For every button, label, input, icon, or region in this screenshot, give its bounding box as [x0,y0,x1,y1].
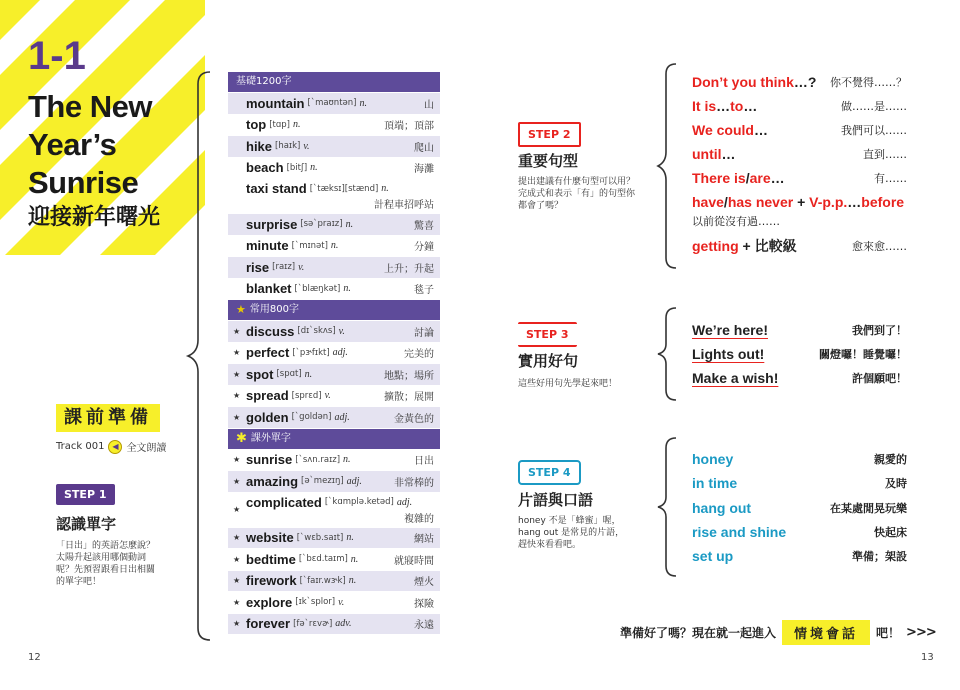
part-of-speech: n. [343,454,351,466]
step4-title: 片語與口語 [518,491,594,509]
step2-badge: STEP 2 [518,122,581,147]
pattern-part: / [723,194,728,210]
pattern-english [692,170,785,186]
star-icon: ★ [233,476,241,486]
phonetic: [fəˋrɛvɚ] [293,618,333,629]
phrase-english: rise and shine [692,524,787,541]
phrase-chinese: 準備；架設 [852,550,907,564]
phonetic: [raɪz] [272,262,296,273]
preclass-label: 課前準備 [56,404,160,432]
pattern-part: has never [727,194,794,210]
vocab-row [228,571,440,592]
pattern-part: … [753,122,768,138]
pattern-part: There is [692,170,746,186]
vocab-word: golden [246,409,289,425]
pattern-english [692,146,736,162]
vocabulary-list [228,72,440,635]
part-of-speech: v. [338,596,345,608]
useful-sentences [692,318,907,390]
phonetic: [ˋsʌn.raɪz] [295,454,341,465]
vocab-word: sunrise [246,452,293,468]
phrase-english: honey [692,451,734,468]
vocab-section-basic [228,72,440,92]
vocab-row [228,471,440,492]
chinese-meaning: 完美的 [404,349,434,361]
vocab-word: perfect [246,345,290,361]
star-icon: ★ [233,576,241,586]
chinese-meaning: 擴散；展開 [384,392,434,404]
vocab-row [228,407,440,428]
step4-brace [652,436,682,578]
vocab-word: taxi stand [246,181,307,196]
part-of-speech: v. [303,140,310,152]
pattern-row [692,120,907,139]
vocab-row [228,93,440,114]
pattern-chinese: 愈來愈…… [852,240,907,253]
pattern-part: are [749,170,771,186]
part-of-speech: adj. [346,475,362,487]
part-of-speech: n. [381,183,389,194]
left-brace [180,70,220,642]
star-icon: ★ [233,505,241,514]
star-icon: ★ [233,326,241,336]
lesson-number: 1-1 [28,34,86,78]
phrases-list [692,447,907,568]
vocab-word: mountain [246,95,305,111]
sentence-row [692,342,907,366]
pattern-row [692,96,907,115]
part-of-speech: v. [338,325,345,337]
pattern-part: V-p.p. [809,194,848,210]
vocab-word: spread [246,388,289,404]
pattern-part: … [847,194,862,210]
section-label: 常用800字 [249,304,299,315]
chinese-meaning: 頂端；頂部 [384,121,434,133]
star-icon: ★ [233,554,241,564]
pattern-part: before [861,194,905,210]
lesson-title-line: Sunrise [28,165,139,200]
pattern-row [692,144,907,163]
vocab-word: firework [246,573,297,589]
section-label: 基礎1200字 [236,76,292,87]
step2-title: 重要句型 [518,152,579,170]
vocab-row [228,236,440,257]
lesson-title [28,88,152,202]
phonetic: [ˋmaʊntən] [307,98,357,109]
phrase-row [692,544,907,568]
step4-description: honey 不是「蜂蜜」喔，hang out 是常見的片語，趕快來看看吧。 [518,516,625,550]
part-of-speech: adv. [335,618,352,630]
sentence-english: Make a wish! [692,370,779,386]
chinese-meaning: 討論 [414,327,434,339]
pattern-english [692,122,768,138]
asterisk-icon: ✱ [236,430,247,446]
star-icon: ★ [233,455,241,465]
step3-badge: STEP 3 [518,322,577,347]
part-of-speech: n. [292,119,301,131]
star-icon: ★ [233,391,241,401]
step1-badge: STEP 1 [56,484,115,505]
part-of-speech: v. [298,261,305,273]
chinese-meaning: 上升；升起 [384,263,434,275]
part-of-speech: n. [350,553,359,565]
star-icon: ★ [233,597,241,607]
vocab-row [228,158,440,179]
vocab-row [228,136,440,157]
phrase-row [692,447,907,471]
pattern-english [692,98,757,114]
vocab-row [228,528,440,549]
pattern-part: to [730,98,744,114]
chinese-meaning: 複雜的 [404,513,434,525]
pattern-part: Don’t you think [692,74,794,90]
vocab-word: discuss [246,323,295,339]
vocab-word: surprise [246,216,298,232]
part-of-speech: n. [346,532,354,544]
star-icon: ★ [233,619,241,629]
vocab-row [228,614,440,635]
sentence-chinese: 許個願吧！ [852,372,907,385]
part-of-speech: n. [343,283,351,295]
vocab-word: top [246,117,267,133]
part-of-speech: n. [304,368,313,380]
step1-title: 認識單字 [56,515,117,533]
vocab-row [228,364,440,385]
pattern-part: getting [692,238,739,254]
chinese-meaning: 非常棒的 [394,477,434,489]
chinese-meaning: 金黃色的 [394,413,434,425]
track-label: 全文朗讀 [126,443,167,454]
phonetic: [ɪkˋsplor] [295,597,336,608]
vocab-row [228,279,440,300]
step4-badge: STEP 4 [518,460,581,485]
chinese-meaning: 煙火 [414,577,434,589]
phrase-row [692,496,907,520]
sentence-row [692,366,907,390]
speaker-icon[interactable]: ◀ [108,440,122,454]
vocab-word: amazing [246,473,299,489]
chinese-meaning: 計程車招呼站 [374,200,434,211]
sentence-row [692,318,907,342]
lesson-title-line: The New [28,89,152,124]
phonetic: [spɑt] [276,369,302,380]
phonetic: [haɪk] [275,141,301,152]
part-of-speech: adj. [396,496,413,508]
star-icon: ★ [233,369,241,379]
vocab-row [228,257,440,278]
pattern-chinese: 以前從沒有過…… [692,215,780,228]
step2-description: 提出建議有什麼句型可以用？完成式和表示「有」的句型你都會了嗎？ [518,177,636,211]
star-icon: ★ [233,412,241,422]
phonetic: [sprɛd] [291,390,322,401]
pattern-chinese: 直到…… [863,148,907,161]
phrase-english: hang out [692,499,752,516]
pattern-chinese: 做……是…… [841,100,907,113]
track-number: Track 001 [56,441,105,452]
vocab-row [228,450,440,471]
star-icon: ★ [233,533,241,543]
phonetic: [ˋmɪnət] [291,240,328,251]
pattern-part: have [692,194,724,210]
page-number-left: 12 [28,652,41,663]
step3-description: 這些好用句先學起來吧！ [518,379,618,389]
phrase-row [692,520,907,544]
phonetic: [ˋgoldən] [291,412,332,423]
vocab-word: forever [246,616,291,632]
chinese-meaning: 海灘 [414,164,434,176]
part-of-speech: v. [324,390,331,402]
pattern-part: …? [793,74,817,90]
pattern-row [692,168,907,187]
sentence-chinese: 我們到了！ [852,324,907,337]
vocab-word: minute [246,238,289,254]
vocab-word: bedtime [246,551,296,567]
pattern-english [692,194,904,210]
vocab-row [228,386,440,407]
vocab-row [228,343,440,364]
star-icon: ★ [233,348,241,358]
lesson-title-chinese: 迎接新年曙光 [28,205,161,230]
arrows-icon[interactable]: >>> [906,625,936,640]
chinese-meaning: 地點；場所 [384,370,434,382]
pattern-part: / [745,170,750,186]
page-number-right: 13 [921,652,934,663]
footer-text-end: 吧！ [876,626,901,640]
vocab-row [228,214,440,235]
vocab-word: rise [246,259,270,275]
chinese-meaning: 山 [424,99,434,111]
pattern-part: … [743,98,758,114]
phrase-row [692,471,907,495]
phrase-english: in time [692,475,738,492]
pattern-part: We could [692,122,754,138]
sentence-english: We’re here! [692,322,768,338]
phonetic: [ˋwɛb.saɪt] [296,532,344,543]
vocab-section-extra [228,429,440,449]
phonetic: [tɑp] [269,119,290,130]
phrase-chinese: 快起床 [874,526,907,540]
phonetic: [dɪˋskʌs] [297,326,336,337]
phonetic: [ˋtæksɪ][stænd] [309,183,379,194]
phonetic: [bitʃ] [286,162,308,173]
phonetic: [ˋbɛd.taɪm] [298,554,348,565]
step1-description: 「日出」的英語怎麼說？太陽升起該用哪個動詞呢？先預習跟看日出相關的單字吧！ [56,541,156,587]
part-of-speech: n. [345,218,354,230]
chinese-meaning: 驚喜 [414,220,434,232]
phonetic: [ˋblæŋkət] [294,283,341,294]
vocab-row [228,179,440,213]
pattern-row [692,72,907,91]
audio-track[interactable] [56,439,166,454]
chinese-meaning: 網站 [414,534,434,546]
pattern-part: + [793,194,810,210]
part-of-speech: n. [310,162,318,174]
chinese-meaning: 分鐘 [414,242,434,254]
pattern-part: until [692,146,722,162]
vocab-row [228,321,440,342]
vocab-row [228,493,440,527]
pattern-chinese: 我們可以…… [841,124,907,137]
pattern-chinese: 你不覺得……？ [830,76,907,89]
pattern-row [692,236,907,256]
vocab-word: hike [246,138,273,154]
step2-brace [652,62,682,270]
vocab-word: blanket [246,281,292,297]
phonetic: [ˋkɑmplə.ketəd] [324,497,394,507]
phonetic: [əˋmezɪŋ] [301,476,344,487]
chinese-meaning: 探險 [414,598,434,610]
vocab-word: explore [246,594,293,610]
vocab-word: website [246,530,294,546]
footer-text: 準備好了嗎？現在就一起進入 [620,626,777,640]
pattern-part: … [721,146,736,162]
step3-brace [652,306,682,402]
phrase-chinese: 及時 [885,477,907,491]
phrase-chinese: 親愛的 [874,453,907,467]
step3-title: 實用好句 [518,352,579,370]
part-of-speech: n. [359,97,367,109]
vocab-row [228,549,440,570]
pattern-chinese: 有…… [874,172,907,185]
part-of-speech: adj. [334,411,350,423]
pattern-english [692,238,797,254]
sentence-chinese: 關燈囉！睡覺囉！ [819,348,907,361]
vocab-row [228,115,440,136]
part-of-speech: n. [330,240,339,252]
vocab-word: spot [246,366,274,382]
phrase-chinese: 在某處閒晃玩樂 [830,501,907,515]
footer-prompt [620,620,936,645]
chinese-meaning: 永遠 [414,620,434,632]
chinese-meaning: 爬山 [414,142,434,154]
pattern-row [692,192,907,229]
part-of-speech: n. [348,575,357,587]
pattern-part: … [716,98,731,114]
section-label: 課外單字 [250,432,291,444]
phonetic: [səˋpraɪz] [300,219,343,230]
part-of-speech: adj. [332,347,348,359]
phonetic: [ˋpɝfɪkt] [292,347,330,358]
lesson-title-line: Year’s [28,127,117,162]
scene-dialogue-label[interactable]: 情境會話 [782,620,870,645]
chinese-meaning: 就寢時間 [394,555,434,567]
pattern-part: It is [692,98,717,114]
phrase-english: set up [692,548,734,565]
pattern-part: … [770,170,785,186]
vocab-word: complicated [246,494,322,510]
vocab-word: beach [246,160,284,176]
star-icon: ★ [236,303,246,316]
vocab-row [228,592,440,613]
vocab-section-common [228,300,440,320]
pattern-part: + 比較級 [738,238,797,254]
chinese-meaning: 日出 [414,456,434,468]
phonetic: [ˋfaɪr.wɝk] [299,575,346,586]
chinese-meaning: 毯子 [414,285,434,297]
sentence-english: Lights out! [692,346,765,362]
pattern-english [692,74,816,90]
